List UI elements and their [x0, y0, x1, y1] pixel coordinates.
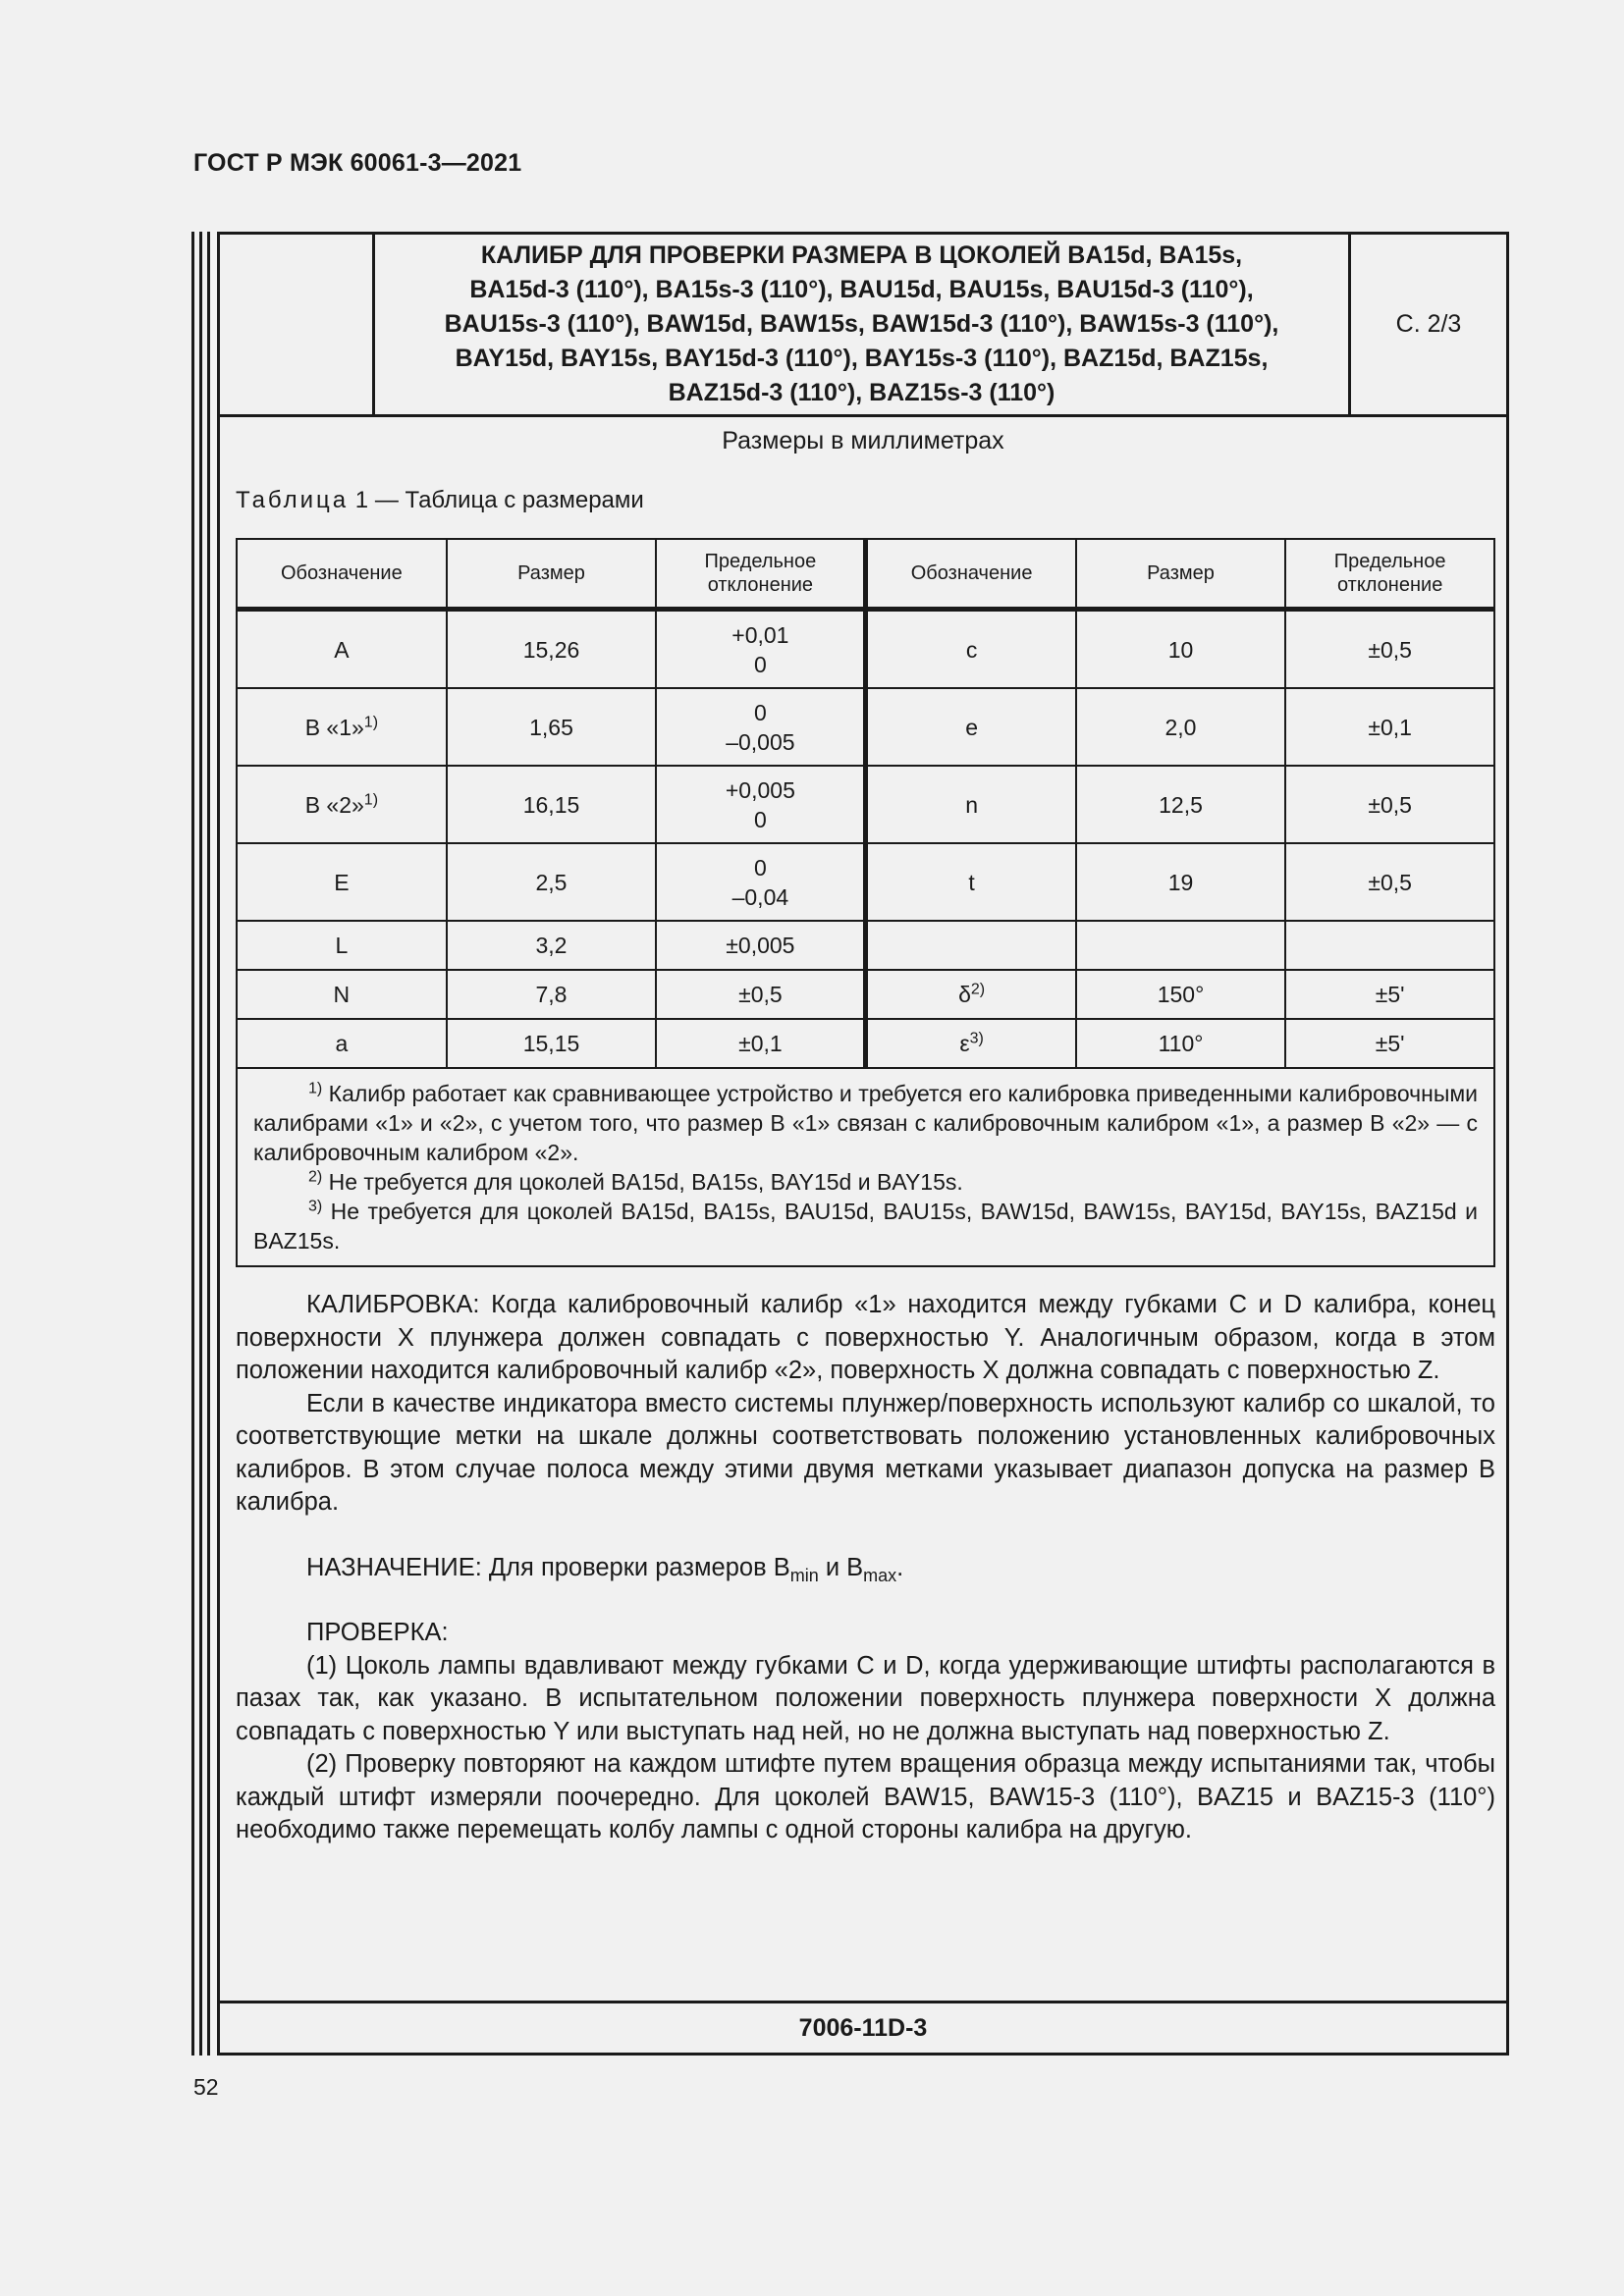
- table-row: [237, 1019, 1494, 1068]
- size-cell: 1,65: [447, 688, 657, 766]
- tolerance-cell: ±5': [1285, 970, 1494, 1019]
- title-line: КАЛИБР ДЛЯ ПРОВЕРКИ РАЗМЕРА В ЦОКОЛЕЙ BA15d, BA15s,: [480, 241, 1243, 269]
- size-cell: 16,15: [447, 766, 657, 843]
- designation-cell: a: [237, 1019, 447, 1068]
- table-row: [237, 843, 1494, 921]
- margin-rule: [199, 232, 202, 2056]
- title-block-empty-cell: [220, 235, 375, 414]
- table-row: [237, 970, 1494, 1019]
- column-header: Предельное отклонение: [656, 539, 866, 610]
- document-header: ГОСТ Р МЭК 60061-3—2021: [193, 149, 522, 177]
- table-caption: Таблица 1 — Таблица с размерами: [236, 487, 644, 513]
- sheet-code: 7006-11D-3: [220, 2001, 1506, 2053]
- size-cell: [1076, 921, 1286, 970]
- title-block: [220, 235, 1506, 417]
- margin-rule: [207, 232, 210, 2056]
- table-footnotes-row: [237, 1068, 1494, 1266]
- designation-cell: A: [237, 610, 447, 689]
- tolerance-cell: 0 –0,04: [656, 843, 866, 921]
- tolerance-cell: ±0,1: [656, 1019, 866, 1068]
- size-cell: 150°: [1076, 970, 1286, 1019]
- table-footnotes: [237, 1068, 1494, 1266]
- sheet-title: [375, 235, 1351, 414]
- footnote: $^{3)}$ Не требуется для цоколей BA15d, BA15s, BAU15d, BAU15s, BAW15d, BAW15s, BAY15d, BAY15s, BAZ15d и BAZ15s.: [253, 1198, 1478, 1254]
- column-header: Предельное отклонение: [1285, 539, 1494, 610]
- size-cell: 10: [1076, 610, 1286, 689]
- designation-cell: $\delta^{2)}$: [866, 970, 1076, 1019]
- units-note: Размеры в миллиметрах: [722, 427, 1004, 454]
- size-cell: 12,5: [1076, 766, 1286, 843]
- dimensions-table: [236, 538, 1495, 1267]
- tolerance-cell: 0 –0,005: [656, 688, 866, 766]
- tolerance-cell: ±0,5: [656, 970, 866, 1019]
- paragraph-check-2: (2) Проверку повторяют на каждом штифте путем вращения образца между испытаниями так, чтобы каждый штифт измеряли поочередно. Для цоколей BAW15, BAW15-3 (110°), BAZ15 и BAZ15-3 (110°) необходимо также перемещать колбу лампы с одной стороны калибра на другую.: [236, 1750, 1495, 1843]
- paragraph-indicator: Если в качестве индикатора вместо системы плунжер/поверхность используют калибр со шкалой, то соответствующие метки на шкале должны соответствовать положению установленных калибровочных калибров. В этом случае полоса между этими двумя метками указывает диапазон допуска на размер B калибра.: [236, 1389, 1495, 1516]
- footnote: $^{1)}$ Калибр работает как сравнивающее устройство и требуется его калибровка приведенными калибровочными калибрами «1» и «2», с учетом того, что размер B «1» связан с калибровочным калибром «1», а размер B «2» — с калибровочным калибром «2».: [253, 1080, 1479, 1165]
- size-cell: 7,8: [447, 970, 657, 1019]
- designation-cell: E: [237, 843, 447, 921]
- tolerance-cell: ±0,5: [1285, 843, 1494, 921]
- tolerance-cell: ±0,5: [1285, 610, 1494, 689]
- tolerance-cell: ±0,005: [656, 921, 866, 970]
- paragraph-check-1: (1) Цоколь лампы вдавливают между губками C и D, когда удерживающие штифты располагаются в пазах так, как указано. В испытательном положении поверхность плунжера поверхности X должна совпадать с поверхностью Y или выступать над ней, но не должна выступать над поверхностью Z.: [236, 1651, 1495, 1745]
- designation-cell: c: [866, 610, 1076, 689]
- designation-cell: e: [866, 688, 1076, 766]
- tolerance-cell: ±0,5: [1285, 766, 1494, 843]
- title-line: BAY15d, BAY15s, BAY15d-3 (110°), BAY15s-3 (110°), BAZ15d, BAZ15s,: [455, 345, 1269, 372]
- title-line: BAU15s-3 (110°), BAW15d, BAW15s, BAW15d-3 (110°), BAW15s-3 (110°),: [444, 310, 1279, 338]
- size-cell: 15,26: [447, 610, 657, 689]
- column-header: Размер: [447, 539, 657, 610]
- table-row: [237, 921, 1494, 970]
- title-line: BAZ15d-3 (110°), BAZ15s-3 (110°): [668, 379, 1056, 406]
- size-cell: 19: [1076, 843, 1286, 921]
- tolerance-cell: +0,01 0: [656, 610, 866, 689]
- check-heading: ПРОВЕРКА:: [306, 1619, 449, 1646]
- size-cell: 110°: [1076, 1019, 1286, 1068]
- designation-cell: $\varepsilon^{3)}$: [866, 1019, 1076, 1068]
- designation-cell: n: [866, 766, 1076, 843]
- page-number: 52: [193, 2074, 219, 2100]
- designation-cell: B «2»$^{1)}$: [237, 766, 447, 843]
- sheet-frame: [217, 232, 1509, 2056]
- margin-rule: [191, 232, 194, 2056]
- size-cell: 2,0: [1076, 688, 1286, 766]
- column-header: Размер: [1076, 539, 1286, 610]
- designation-cell: t: [866, 843, 1076, 921]
- table-row: [237, 688, 1494, 766]
- table-header-row: [237, 539, 1494, 610]
- paragraph-calibration: КАЛИБРОВКА: Когда калибровочный калибр «1» находится между губками C и D калибра, конец поверхности X плунжера должен совпадать с поверхностью Y. Аналогичным образом, когда в этом положении находится калибровочный калибр «2», поверхность X должна совпадать с поверхностью Z.: [236, 1291, 1495, 1384]
- tolerance-cell: ±5': [1285, 1019, 1494, 1068]
- size-cell: 2,5: [447, 843, 657, 921]
- table-row: [237, 610, 1494, 689]
- designation-cell: L: [237, 921, 447, 970]
- tolerance-cell: ±0,1: [1285, 688, 1494, 766]
- designation-cell: B «1»$^{1)}$: [237, 688, 447, 766]
- body-text: [236, 1289, 1495, 1847]
- title-line: BA15d-3 (110°), BA15s-3 (110°), BAU15d, BAU15s, BAU15d-3 (110°),: [469, 276, 1254, 303]
- size-cell: 3,2: [447, 921, 657, 970]
- footnote: $^{2)}$ Не требуется для цоколей BA15d, BA15s, BAY15d и BAY15s.: [308, 1168, 963, 1195]
- column-header: Обозначение: [866, 539, 1076, 610]
- column-header: Обозначение: [237, 539, 447, 610]
- tolerance-cell: +0,005 0: [656, 766, 866, 843]
- tolerance-cell: [1285, 921, 1494, 970]
- designation-cell: N: [237, 970, 447, 1019]
- table-row: [237, 766, 1494, 843]
- paragraph-purpose: НАЗНАЧЕНИЕ: Для проверки размеров $B_{min}$ и $B_{max}$.: [306, 1553, 904, 1585]
- sheet-number: С. 2/3: [1395, 310, 1462, 338]
- size-cell: 15,15: [447, 1019, 657, 1068]
- designation-cell: [866, 921, 1076, 970]
